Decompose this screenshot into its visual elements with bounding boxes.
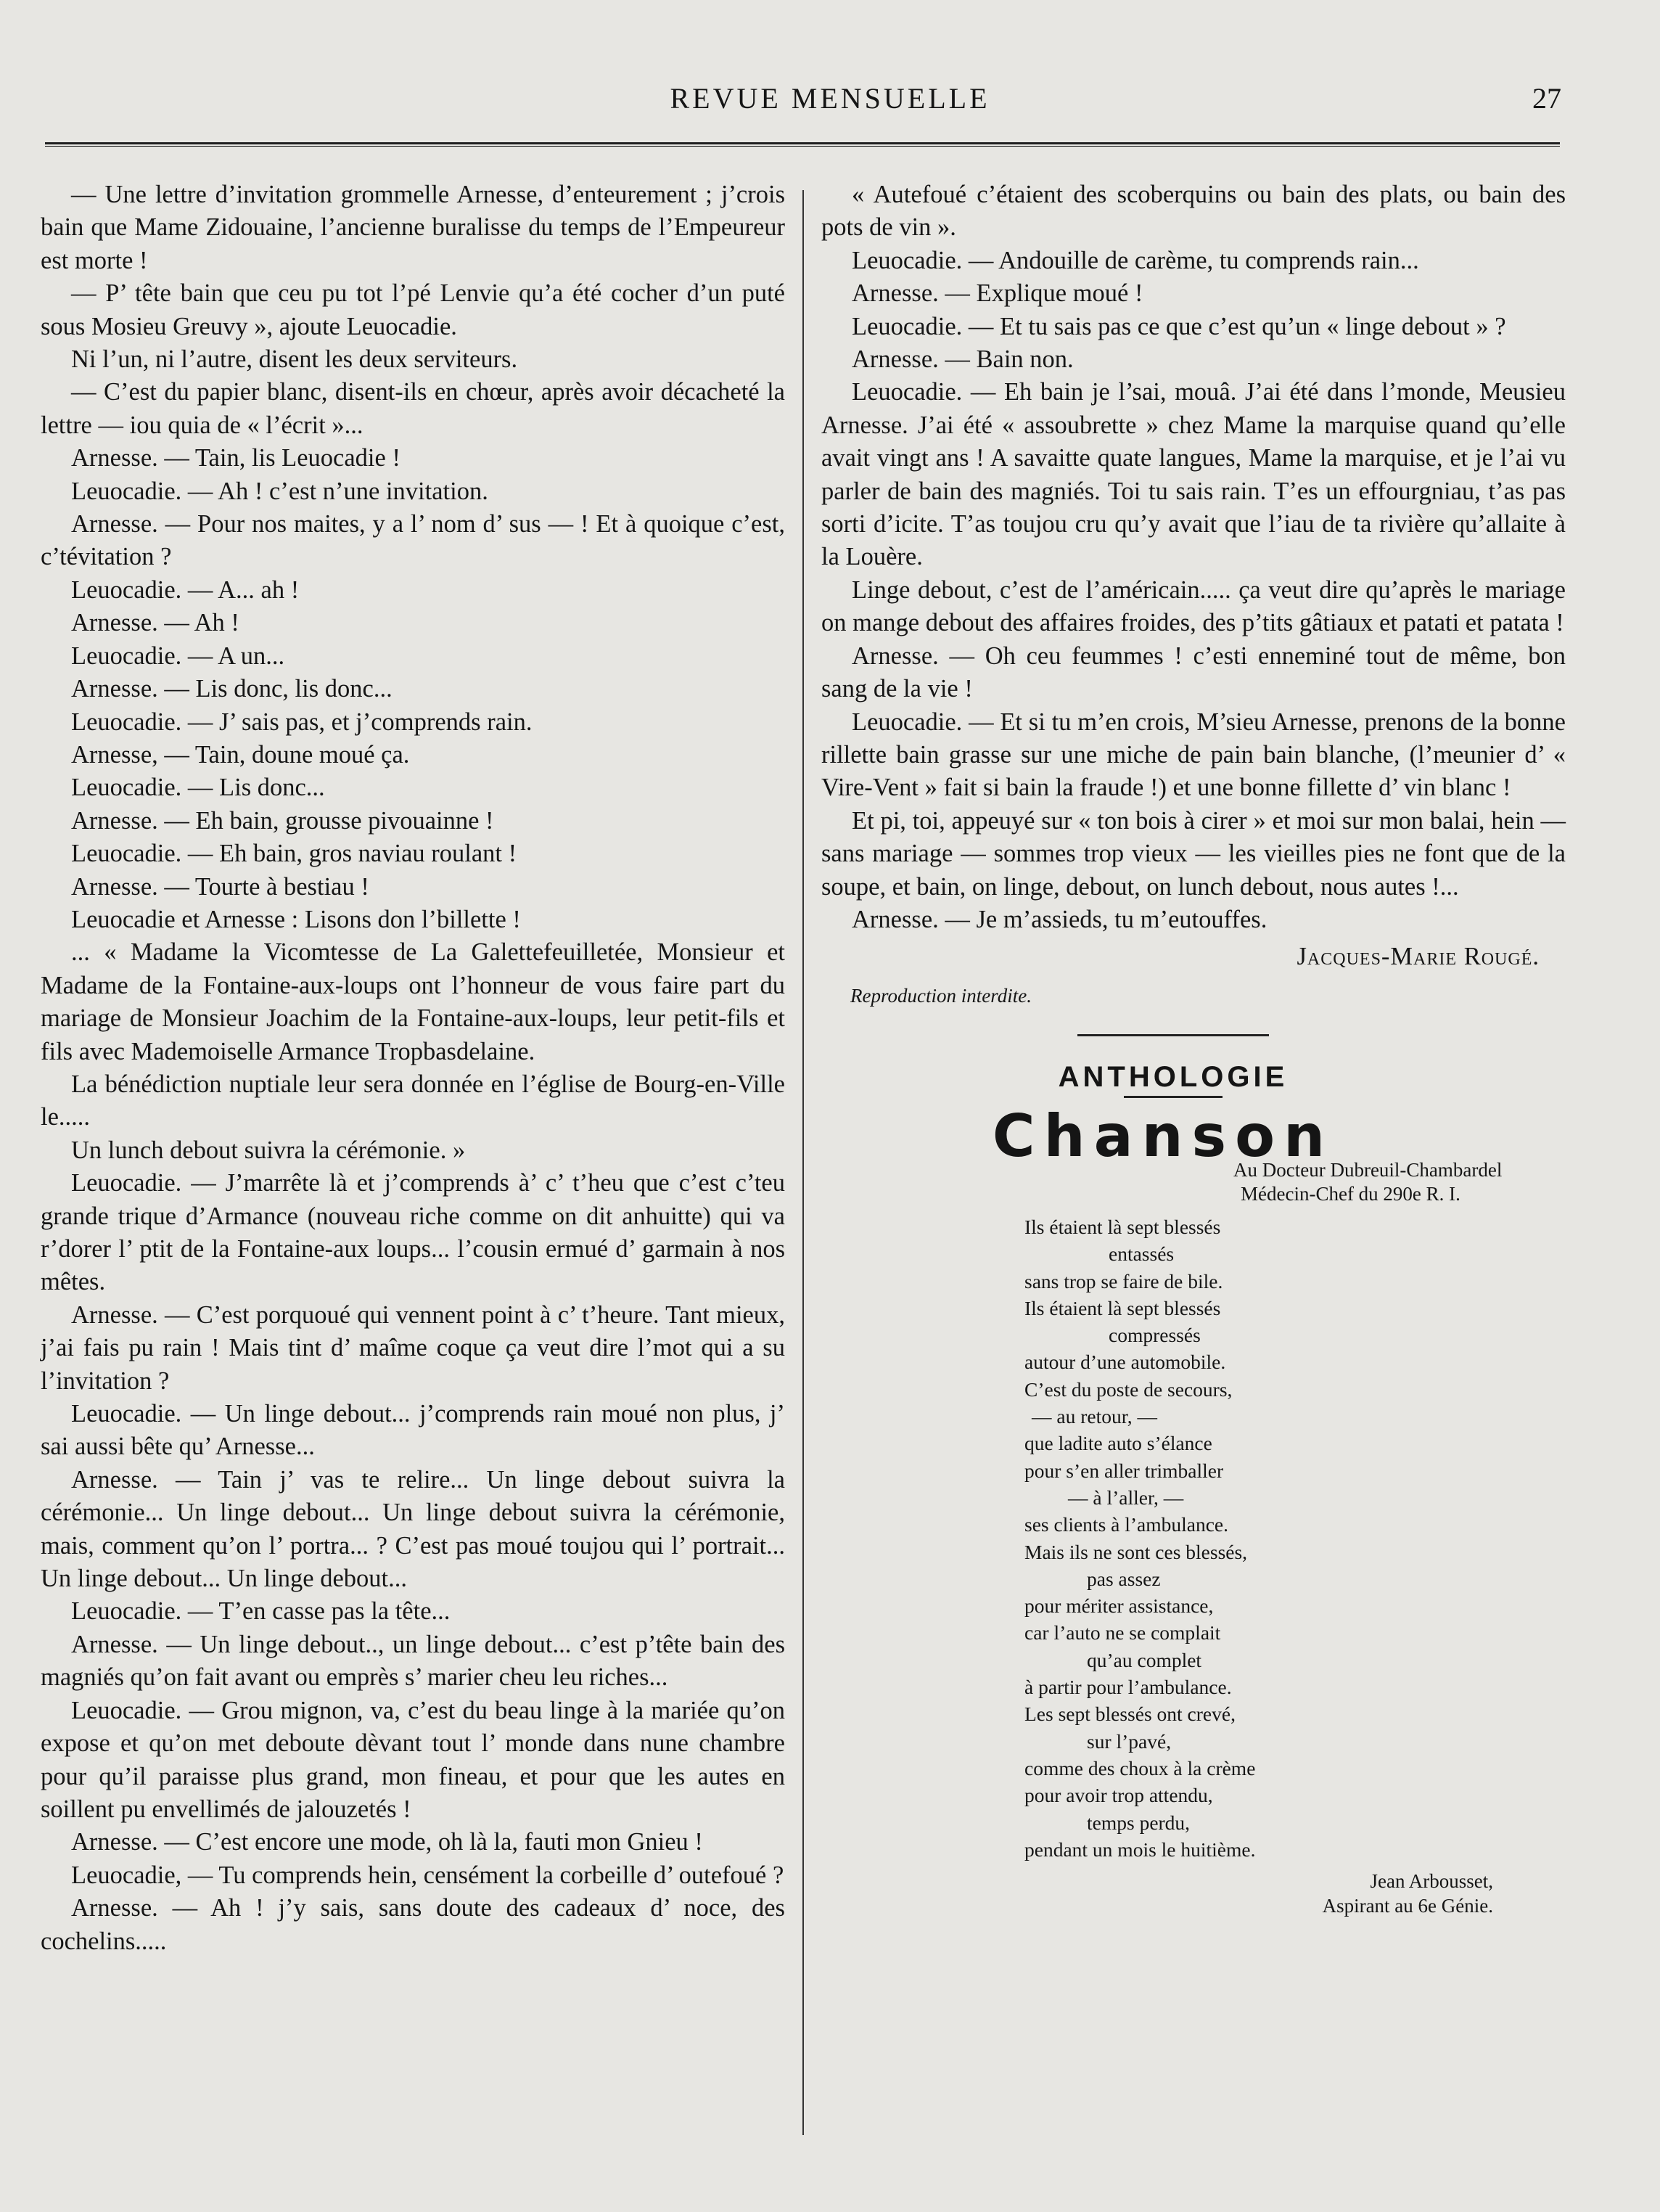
poem-line: Les sept blessés ont crevé, <box>1024 1703 1236 1726</box>
paragraph: Arnesse. — C’est encore une mode, oh là la, fauti mon Gnieu ! <box>71 1828 703 1856</box>
paragraph: Leuocadie. — T’en casse pas la tête... <box>71 1597 451 1626</box>
paragraph: Arnesse, — Tain, doune moué ça. <box>71 740 410 769</box>
paragraph: Arnesse. — Tain j’ vas te relire... Un linge debout suivra la cérémonie... Un linge debout... Un linge debout suivra la cérémonie, mais, comment qu’on l’ portra... ? C’est pas moué toujou qui l’ portrait... Un linge debout... Un linge debout... <box>41 1465 785 1593</box>
paragraph: Arnesse. — Pour nos maites, y a l’ nom d’ sus — ! Et à quoique c’est, c’tévitation ? <box>41 510 785 571</box>
signature-name: Jean Arbousset, <box>1370 1870 1493 1893</box>
author-signature: Jacques-Marie Rougé. <box>1297 943 1540 971</box>
paragraph: Leuocadie. — Et si tu m’en crois, M’sieu Arnesse, prenons de la bonne rillette bain grasse sur une miche de pain bain blanche, (l’meunier d’ « Vire-Vent » fait si bain la fraude !) et une bonne fillette d’ vin blanc ! <box>821 708 1566 802</box>
dedication-line: Médecin-Chef du 290e R. I. <box>1241 1182 1460 1205</box>
paragraph: Arnesse. — Oh ceu feummes ! c’esti enneminé tout de même, bon sang de la vie ! <box>821 642 1566 703</box>
paragraph: Arnesse. — Tain, lis Leuocadie ! <box>71 444 400 472</box>
heading-underline <box>1124 1096 1223 1098</box>
poem-line: pas assez <box>1087 1567 1161 1590</box>
poem-line: entassés <box>1109 1242 1175 1266</box>
poem-line: compressés <box>1109 1324 1201 1347</box>
poem-line: temps perdu, <box>1087 1811 1191 1834</box>
paragraph: Leuocadie. — J’ sais pas, et j’comprends rain. <box>71 708 533 736</box>
paragraph: Leuocadie. — Eh bain je l’sai, mouâ. J’ai été dans l’monde, Meusieu Arnesse. J’ai été « assoubrette » chez Mame la marquise quand qu’elle avait vingt ans ! A savaitte quate langues, Mame la marquise, et je l’ai vu parler de bain des magniés. Toi tu sais rain. T’es un effourgniau, t’as pas sorti d’icite. T’as toujou cru qu’y avait que l’iau de ta rivière qu’allaite à la Louère. <box>821 378 1566 571</box>
right-column <box>821 179 1566 1918</box>
header-rule <box>45 142 1560 147</box>
poem-line: autour d’une automobile. <box>1024 1351 1226 1374</box>
poem-line: C’est du poste de secours, <box>1024 1377 1233 1401</box>
page-number: 27 <box>1532 82 1561 115</box>
paragraph: Leuocadie. — A... ah ! <box>71 575 300 604</box>
paragraph: Arnesse. — Un linge debout.., un linge debout... c’est p’tête bain des magniés qu’on fait avant ou emprès s’ marier cheu leu riches... <box>41 1630 785 1692</box>
column-divider <box>802 190 804 2135</box>
right-paragraphs <box>821 179 1566 936</box>
poem-line: Ils étaient là sept blessés <box>1024 1215 1221 1238</box>
poem-line: pendant un mois le huitième. <box>1024 1838 1256 1861</box>
poem-line: pour mériter assistance, <box>1024 1594 1214 1618</box>
paragraph: Leuocadie. — Grou mignon, va, c’est du beau linge à la mariée qu’on expose et qu’on met deboute dèvant tout l’ monde dans nune chambre pour qu’il paraisse plus grand, mon fineau, et pour que les autes en soillent pu envellimés de jalouzetés ! <box>41 1696 785 1823</box>
paragraph: — Une lettre d’invitation grommelle Arnesse, d’enteurement ; j’crois bain que Mame Zidouaine, l’ancienne buralisse du temps de l’Empeureur est morte ! <box>41 181 785 274</box>
poem-title: Chanson <box>992 1102 1334 1170</box>
paragraph: La bénédiction nuptiale leur sera donnée en l’église de Bourg-en-Ville le..... <box>41 1070 785 1131</box>
paragraph: Arnesse. — Je m’assieds, tu m’eutouffes. <box>852 905 1267 933</box>
paragraph: Linge debout, c’est de l’américain..... ça veut dire qu’après le mariage on mange debout des affaires froides, des p’tits gâtiaux et patati et patata ! <box>821 575 1566 637</box>
poem-line: — à l’aller, — <box>1068 1486 1184 1509</box>
poem-line: Ils étaient là sept blessés <box>1024 1296 1221 1319</box>
paragraph: Leuocadie et Arnesse : Lisons don l’billette ! <box>71 905 521 933</box>
poem-line: sans trop se faire de bile. <box>1024 1269 1223 1293</box>
paragraph: Leuocadie. — Lis donc... <box>71 774 325 802</box>
running-title: REVUE MENSUELLE <box>670 82 990 115</box>
poem-line: sur l’pavé, <box>1087 1729 1172 1753</box>
paragraph: Leuocadie. — Andouille de carème, tu comprends rain... <box>852 246 1419 274</box>
paragraph: Leuocadie. — Eh bain, gros naviau roulant ! <box>71 840 517 868</box>
poem-line: pour s’en aller trimballer <box>1024 1459 1224 1482</box>
poem-line: qu’au complet <box>1087 1648 1202 1671</box>
poem-line: ses clients à l’ambulance. <box>1024 1513 1229 1536</box>
paragraph: — P’ tête bain que ceu pu tot l’pé Lenvie qu’a été cocher d’un puté sous Mosieu Greuvy », ajoute Leuocadie. <box>41 279 785 340</box>
paragraph: Leuocadie. — Et tu sais pas ce que c’est qu’un « linge debout » ? <box>852 312 1506 340</box>
poem-line: car l’auto ne se complait <box>1024 1621 1221 1644</box>
poem-line: comme des choux à la crème <box>1024 1756 1256 1779</box>
paragraph: Leuocadie. — A un... <box>71 642 285 670</box>
paragraph: Un lunch debout suivra la cérémonie. » <box>71 1136 466 1164</box>
paragraph: Arnesse. — Lis donc, lis donc... <box>71 675 393 703</box>
reproduction-note: Reproduction interdite. <box>850 984 1032 1007</box>
paragraph: Et pi, toi, appeuyé sur « ton bois à cirer » et moi sur mon balai, hein — sans mariage — sommes trop vieux — les vieilles pies ne font que de la soupe, et bain, on linge, debout, on lunch debout, nous autes !... <box>821 806 1566 901</box>
paragraph: ... « Madame la Vicomtesse de La Galettefeuilletée, Monsieur et Madame de la Fontaine-aux-loups ont l’honneur de vous faire part du mariage de Monsieur Joachim de la Fontaine-aux-loups, leur petit-fils et fils avec Mademoiselle Armance Tropbasdelaine. <box>41 938 785 1065</box>
paragraph: Ni l’un, ni l’autre, disent les deux serviteurs. <box>71 345 518 374</box>
paragraph: Leuocadie. — Un linge debout... j’comprends rain moué non plus, j’ sai aussi bête qu’ Arnesse... <box>41 1400 785 1461</box>
poem-line: que ladite auto s’élance <box>1024 1432 1212 1455</box>
paragraph: Arnesse. — Ah ! j’y sais, sans doute des cadeaux d’ noce, des cochelins..... <box>41 1894 785 1955</box>
paragraph: Leuocadie. — J’marrête là et j’comprends à’ c’ t’heu que c’est c’teu grande trique d’Armance (nouveau riche comme on dit anhuitte) qui va r’dorer l’ ptit de la Fontaine-aux loups... l’cousin ermué d’ garmain à nos mêtes. <box>41 1169 785 1296</box>
dedication-line: Au Docteur Dubreuil-Chambardel <box>1233 1158 1503 1181</box>
paragraph: « Autefoué c’étaient des scoberquins ou bain des plats, ou bain des pots de vin ». <box>821 181 1566 242</box>
paragraph: Arnesse. — Tourte à bestiau ! <box>71 872 369 901</box>
paragraph: — C’est du papier blanc, disent-ils en chœur, après avoir décacheté la lettre — iou quia de « l’écrit »... <box>41 378 785 439</box>
poem-line: — au retour, — <box>1032 1405 1158 1428</box>
paragraph: Arnesse. — Ah ! <box>71 609 239 637</box>
poem-signature <box>821 1869 1566 1918</box>
poem-line: Mais ils ne sont ces blessés, <box>1024 1540 1248 1563</box>
paragraph: Leuocadie. — Ah ! c’est n’une invitation. <box>71 477 488 505</box>
poem-body <box>1024 1213 1566 1863</box>
paragraph: Arnesse. — Explique moué ! <box>852 279 1143 308</box>
signature-rank: Aspirant au 6e Génie. <box>1322 1895 1493 1917</box>
poem-line: à partir pour l’ambulance. <box>1024 1676 1232 1699</box>
left-column <box>41 179 785 1958</box>
paragraph: Arnesse. — Eh bain, grousse pivouainne ! <box>71 806 494 835</box>
anthology-heading: ANTHOLOGIE <box>1058 1061 1289 1094</box>
paragraph: Leuocadie, — Tu comprends hein, censément la corbeille d’ outefoué ? <box>71 1861 784 1889</box>
poem-line: pour avoir trop attendu, <box>1024 1784 1213 1807</box>
paragraph: Arnesse. — Bain non. <box>852 345 1074 374</box>
paragraph: Arnesse. — C’est porquoué qui vennent point à c’ t’heure. Tant mieux, j’ai fais pu rain ! Mais tint d’ maîme coque ça veut dire l’mot qui a su l’invitation ? <box>41 1300 785 1395</box>
section-rule <box>1077 1034 1269 1036</box>
